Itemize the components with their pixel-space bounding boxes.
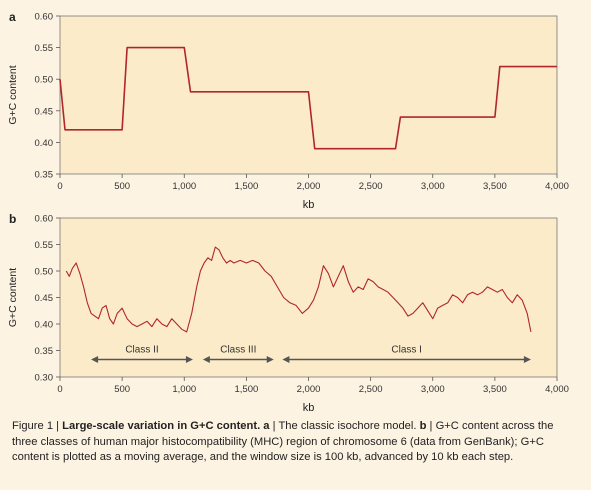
x-tick-label: 3,000 bbox=[420, 384, 445, 395]
y-tick-label: 0.30 bbox=[34, 372, 53, 384]
y-tick-label: 0.55 bbox=[34, 43, 53, 55]
x-tick-label: 0 bbox=[57, 181, 63, 192]
y-tick-label: 0.45 bbox=[34, 293, 53, 304]
caption-text-b: | G+C content across the three classes of human major histocompatibility (MHC) region of chromosome 6 (data from GenBank); G+C content is plotted as a moving average, and the window size is 100 kb, advanced by 10 kb each step. bbox=[12, 420, 554, 463]
x-tick-label: 500 bbox=[114, 181, 131, 192]
x-tick-label: 1,500 bbox=[234, 181, 259, 192]
y-tick-label: 0.60 bbox=[34, 213, 53, 225]
panel-a-chart bbox=[7, 12, 569, 212]
x-tick-label: 3,000 bbox=[420, 181, 445, 192]
class-label: Class III bbox=[220, 344, 257, 356]
y-tick-label: 0.35 bbox=[34, 346, 53, 357]
x-axis-label: kb bbox=[302, 402, 315, 414]
y-axis-label: G+C content bbox=[7, 65, 19, 125]
caption-b-label: b bbox=[419, 420, 427, 432]
x-axis-label: kb bbox=[302, 199, 315, 211]
class-label: Class I bbox=[391, 344, 422, 356]
x-tick-label: 2,500 bbox=[358, 181, 383, 192]
class-label: Class II bbox=[125, 344, 159, 356]
x-tick-label: 4,000 bbox=[545, 181, 569, 192]
x-tick-label: 0 bbox=[57, 384, 63, 395]
y-tick-label: 0.50 bbox=[34, 266, 53, 278]
x-tick-label: 3,500 bbox=[482, 181, 507, 192]
x-tick-label: 2,000 bbox=[296, 384, 321, 395]
x-tick-label: 3,500 bbox=[482, 384, 507, 395]
x-tick-label: 1,000 bbox=[172, 181, 197, 192]
panel-b-chart bbox=[7, 214, 569, 415]
figure-caption bbox=[12, 419, 582, 466]
y-tick-label: 0.40 bbox=[34, 137, 53, 149]
caption-label: Figure 1 | bbox=[12, 420, 63, 432]
y-tick-label: 0.35 bbox=[34, 169, 53, 181]
y-tick-label: 0.55 bbox=[34, 240, 53, 251]
panel-b-label: b bbox=[9, 212, 17, 226]
caption-a-label: a bbox=[260, 420, 270, 432]
caption-title: Large-scale variation in G+C content. bbox=[62, 420, 261, 432]
panel-a-label: a bbox=[9, 10, 16, 24]
y-tick-label: 0.50 bbox=[34, 74, 53, 86]
x-tick-label: 2,500 bbox=[358, 384, 383, 395]
x-tick-label: 1,000 bbox=[172, 384, 197, 395]
y-axis-label: G+C content bbox=[7, 267, 19, 328]
y-tick-label: 0.60 bbox=[34, 11, 53, 23]
x-tick-label: 1,500 bbox=[234, 384, 259, 395]
x-tick-label: 500 bbox=[114, 384, 131, 395]
caption-text-a: | The classic isochore model. bbox=[269, 420, 420, 432]
y-tick-label: 0.40 bbox=[34, 319, 53, 331]
x-tick-label: 4,000 bbox=[545, 384, 569, 395]
y-tick-label: 0.45 bbox=[34, 106, 53, 118]
x-tick-label: 2,000 bbox=[296, 181, 321, 192]
